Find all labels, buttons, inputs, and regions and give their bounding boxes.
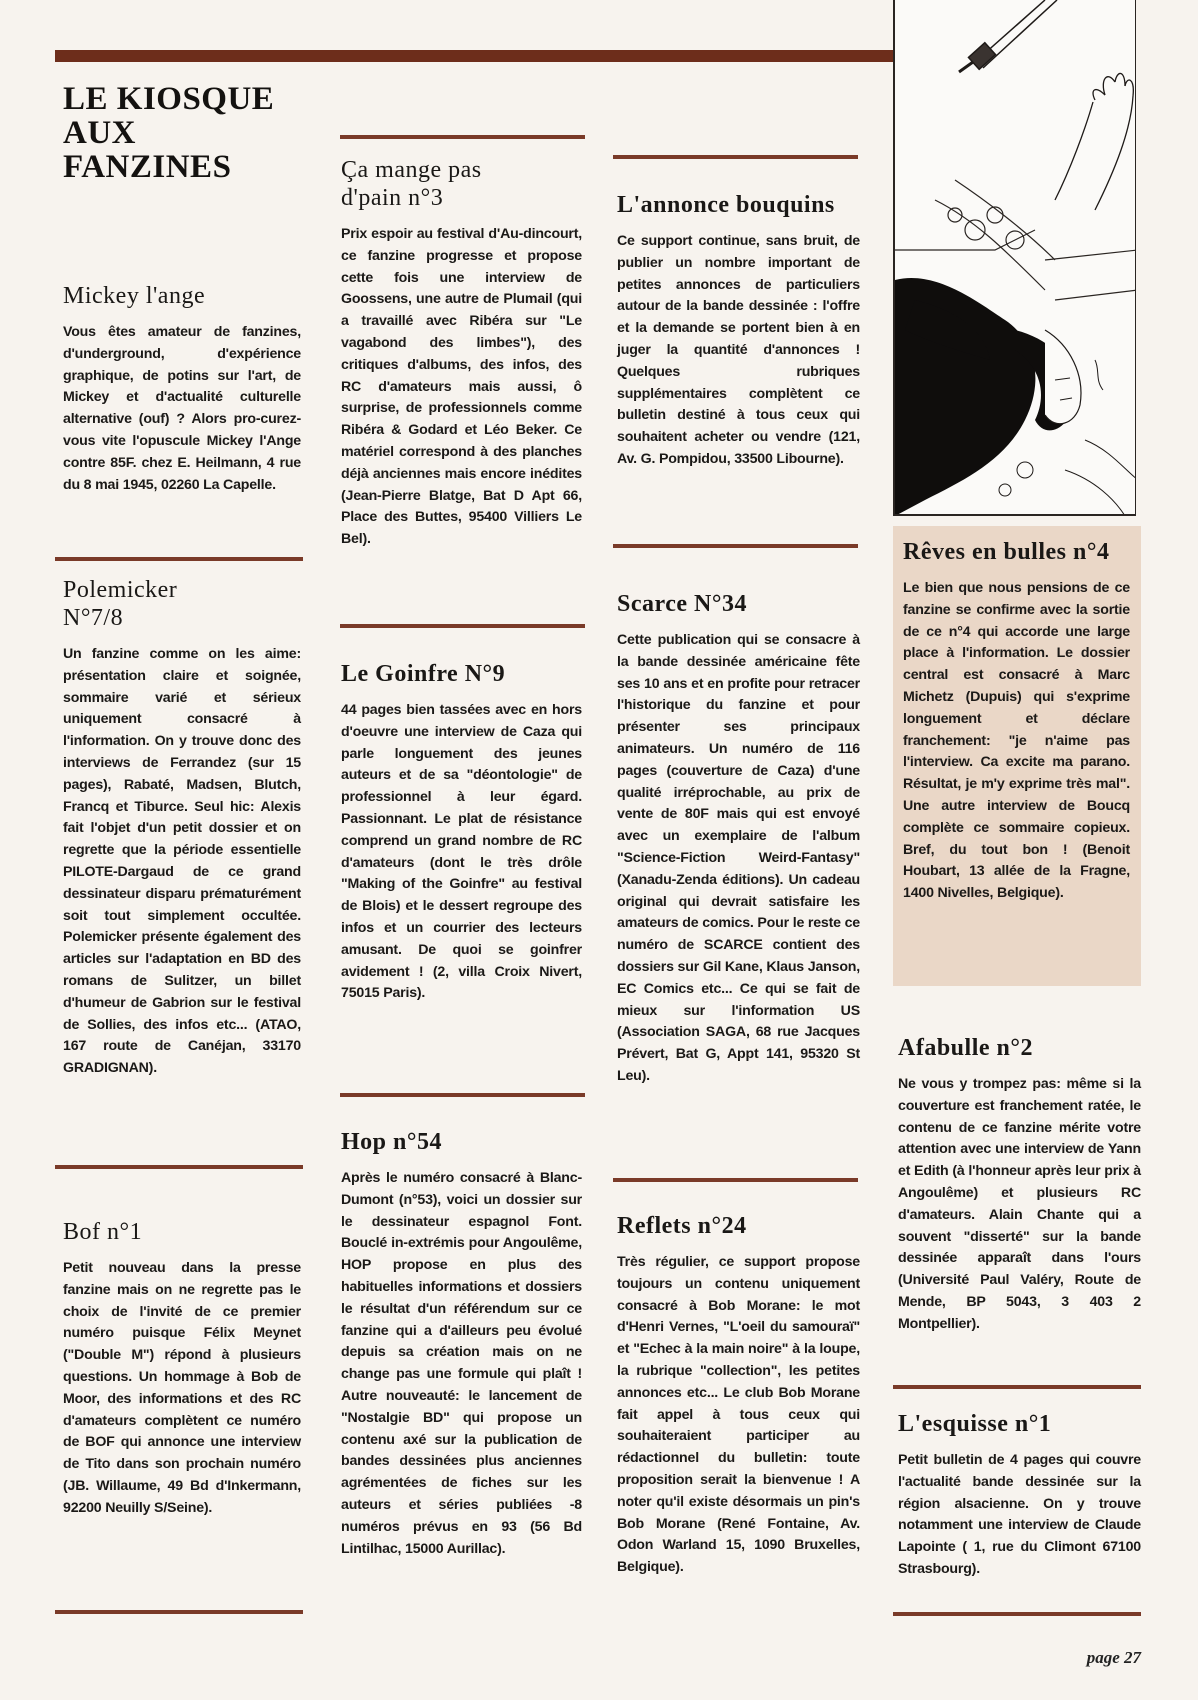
article-body: Après le numéro consacré à Blanc-Dumont (n°53), voici un dossier sur le dessinateur espagnol Font. Bouclé in-extrémis pour Angoulême, HOP propose en plus des habituelles informations et dossiers le résultat d'un référendum sur ce fanzine qui a d'ailleurs peu évolué depuis sa création mais on ne change pas une formule qui plaît ! Autre nouveauté: le lancement de "Nostalgie BD" qui propose un contenu axé sur la publication de bandes dessinées plus anciennes agrémentées de fiches sur les auteurs et séries publiées -8 numéros prévus en 93 (56 Bd Lintilhac, 15000 Aurillac).	[341, 1170, 582, 1557]
article-esquisse	[898, 1410, 1141, 1581]
article-title: Bof n°1	[63, 1219, 143, 1245]
divider	[893, 1385, 1141, 1389]
divider	[340, 624, 585, 628]
article-body: Prix espoir au festival d'Au-dincourt, ce fanzine progresse et propose cette fois une interview de Goossens, une autre de Plumail (qui a travaillé avec Ribéra sur "Le vagabond des limbes"), des critiques d'albums, des infos, des RC d'amateurs mais aussi, ô surprise, de professionnels comme Ribéra & Godard et Léo Beker. Ce matériel correspond à des planches déjà anciennes mais encore inédites (Jean-Pierre Blatge, Bat D Apt 66, Place des Buttes, 95400 Villiers Le Bel).	[341, 226, 582, 548]
article-annonce	[617, 191, 860, 471]
article-body: Vous êtes amateur de fanzines, d'underground, d'expérience graphique, de potins sur l'art, de Mickey et d'actualité culturelle alternative (ouf) ? Alors pro-curez- vous vite l'opuscule Mickey l'Ange contre 85F. chez E. Heilmann, 4 rue du 8 mai 1945, 02260 La Capelle.	[63, 324, 301, 493]
article-title: Le Goinfre N°9	[341, 661, 506, 687]
article-body: 44 pages bien tassées avec en hors d'oeuvre une interview de Caza qui parle longuement des jeunes auteurs et de sa "déontologie" de professionnel à leur égard. Passionnant. Le plat de résistance comprend un grand nombre de RC d'amateurs (dont le très drôle "Making of the Goinfre" au festival de Blois) et le dessert regroupe des infos et un courrier des lecteurs amusant. De quoi se goinfrer avidement ! (2, villa Croix Nivert, 75015 Paris).	[341, 702, 582, 1002]
page-number: page 27	[1086, 1648, 1141, 1667]
article-title: Ça mange pas d'pain n°3	[341, 157, 482, 211]
divider	[893, 1612, 1141, 1616]
article-body: Très régulier, ce support propose toujours un contenu uniquement consacré à Bob Morane: le mot d'Henri Vernes, "L'oeil du samouraï" et "Echec à la main noire" à la loupe, la rubrique "collection", les petites annonces etc... Le club Bob Morane fait appel à tous ceux qui souhaiteraient participer au rédactionnel du bulletin: toute proposition serait la bienvenue ! A noter qu'il existe désormais un pin's Bob Morane (René Fontaine, Av. Odon Warland 15, 1090 Bruxelles, Belgique).	[617, 1254, 860, 1576]
divider	[613, 544, 858, 548]
illustration-drawing	[895, 0, 1136, 516]
article-title: L'annonce bouquins	[617, 192, 835, 218]
divider	[55, 557, 303, 561]
article-title: Polemicker N°7/8	[63, 577, 178, 631]
article-reves	[903, 538, 1130, 905]
illustration	[893, 0, 1136, 516]
divider	[55, 1165, 303, 1169]
article-title: L'esquisse n°1	[898, 1411, 1052, 1437]
article-body: Ce support continue, sans bruit, de publier un nombre important de petites annonces de particuliers autour de la bande dessinée : l'offre et la demande se portent bien à en juger la quantité d'annonces ! Quelques rubriques supplémentaires complètent ce bulletin destiné à tous ceux qui souhaitent acheter ou vendre (121, Av. G. Pompidou, 33500 Libourne).	[617, 233, 860, 467]
article-camange	[341, 156, 582, 551]
article-polemicker	[63, 576, 301, 1080]
article-goinfre	[341, 660, 582, 1005]
article-body: Petit nouveau dans la presse fanzine mais on ne regrette pas le choix de l'invité de ce premier numéro puisque Félix Meynet ("Double M") répond à plusieurs questions. Un hommage à Bob de Moor, des informations et des RC d'amateurs complètent ce numéro de BOF qui annonce une interview de Tito dans son prochain numéro (JB. Willaume, 49 Bd d'Inkermann, 92200 Neuilly S/Seine).	[63, 1260, 301, 1516]
divider	[613, 155, 858, 159]
article-body: Ne vous y trompez pas: même si la couverture est franchement ratée, le contenu de ce fanzine mérite votre attention avec une interview de Yann et Edith (à l'honneur après leur prix à Angoulême) et plusieurs RC d'amateurs. Alain Chante qui a souvent "disserté" sur la bande dessinée apparaît dans l'ours (Université Paul Valéry, Route de Mende, BP 5043, 3 403 2 Montpellier).	[898, 1076, 1141, 1332]
top-rule	[55, 50, 893, 62]
article-title: Reflets n°24	[617, 1213, 747, 1239]
divider	[340, 1093, 585, 1097]
article-body: Un fanzine comme on les aime: présentation claire et soignée, sommaire varié et sérieux uniquement consacré à l'information. On y trouve donc des interviews de Ferrandez (sur 15 pages), Rabaté, Madsen, Blutch, Francq et Tiburce. Seul hic: Alexis fait l'objet d'un petit dossier et on regrette que la période essentielle PILOTE-Dargaud de ce grand dessinateur disparu prématurément soit tout simplement occultée. Polemicker présente également des articles sur l'adaptation en BD des romans de Sulitzer, un billet d'humeur de Gabrion sur le festival de Sollies, des infos etc... (ATAO, 167 route de Canéjan, 33170 GRADIGNAN).	[63, 646, 301, 1077]
divider	[55, 1610, 303, 1614]
article-afabulle	[898, 1034, 1141, 1336]
article-title: Hop n°54	[341, 1129, 442, 1155]
section-title: LE KIOSQUE AUX FANZINES	[63, 81, 275, 185]
article-mickey	[63, 282, 301, 496]
article-body: Petit bulletin de 4 pages qui couvre l'actualité bande dessinée sur la région alsacienne. On y trouve notamment une interview de Claude Lapointe ( 1, rue du Climont 67100 Strasbourg).	[898, 1452, 1141, 1577]
divider	[340, 135, 585, 139]
article-body: Cette publication qui se consacre à la bande dessinée américaine fête ses 10 ans et en profite pour retracer l'historique du fanzine et pour présenter ses principaux animateurs. Un numéro de 116 pages (couverture de Caza) d'une qualité irréprochable, au prix de vente de 80F mais qui est envoyé avec un exemplaire de l'album "Science-Fiction Weird-Fantasy" (Xanadu-Zenda éditions). Un cadeau original qui devrait satisfaire les amateurs de comics. Pour le reste ce numéro de SCARCE contient des dossiers sur Gil Kane, Klaus Janson, EC Comics etc... Ce qui se fait de mieux sur l'information US (Association SAGA, 68 rue Jacques Prévert, Bat G, Appt 141, 95320 St Leu).	[617, 632, 860, 1084]
article-title: Afabulle n°2	[898, 1035, 1033, 1061]
divider	[613, 1178, 858, 1182]
article-title: Scarce N°34	[617, 591, 747, 617]
article-scarce	[617, 590, 860, 1088]
article-bof	[63, 1218, 301, 1520]
article-title: Rêves en bulles n°4	[903, 539, 1110, 565]
article-title: Mickey l'ange	[63, 283, 206, 309]
article-reflets	[617, 1212, 860, 1579]
article-hop	[341, 1128, 582, 1560]
article-body: Le bien que nous pensions de ce fanzine se confirme avec la sortie de ce n°4 qui accorde une large place à l'information. Le dossier central est consacré à Marc Michetz (Dupuis) qui s'exprime longuement et déclare franchement: "je n'aime pas l'interview. Ca excite ma parano. Résultat, je m'y exprime très mal". Une autre interview de Boucq complète ce sommaire copieux. Bref, du tout bon ! (Benoit Houbart, 13 allée de la Fragne, 1400 Nivelles, Belgique).	[903, 580, 1130, 902]
